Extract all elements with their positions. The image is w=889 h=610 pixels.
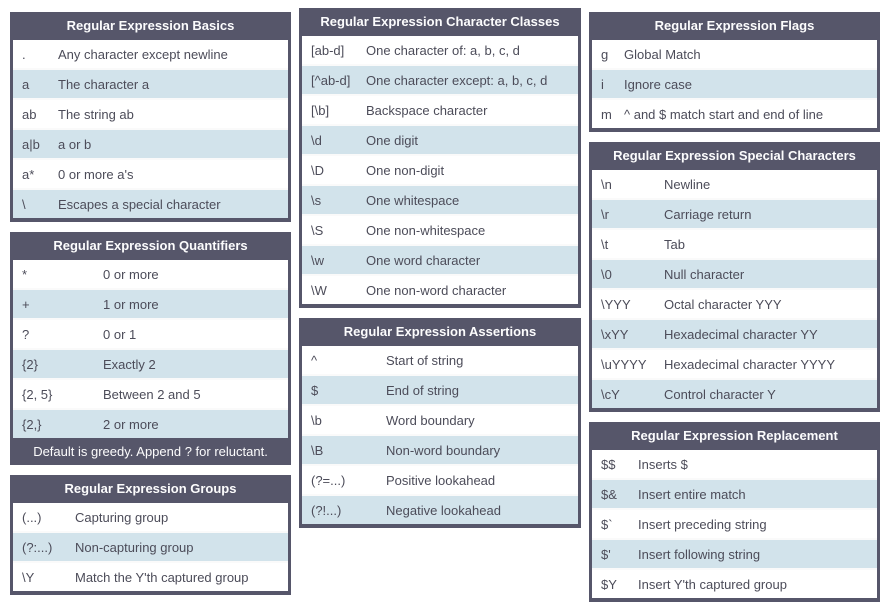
regex-symbol: a* [22,166,35,182]
table-row [13,40,288,68]
table-character-classes [299,8,581,308]
regex-description: Null character [664,266,745,282]
regex-symbol: \b [311,412,322,428]
table-special-characters [589,142,880,412]
regex-symbol: \s [311,192,322,208]
regex-symbol: ab [22,106,37,122]
table-row [592,318,877,348]
table-row [592,288,877,318]
regex-description: Insert Y'th captured group [638,576,787,592]
regex-symbol: {2} [22,356,38,372]
table-character-classes-rows [302,36,578,304]
regex-description: End of string [386,382,459,398]
table-row [13,128,288,158]
regex-description: 0 or more a's [58,166,134,182]
table-row [592,568,877,598]
column-right [589,8,880,602]
table-row [302,244,578,274]
table-row [592,98,877,128]
regex-symbol: \YYY [601,296,631,312]
regex-symbol: (?=...) [311,472,346,488]
regex-description: Carriage return [664,206,752,222]
table-basics [10,12,291,222]
table-groups [10,475,291,595]
table-row [592,198,877,228]
regex-symbol: a|b [22,136,40,152]
regex-symbol: \0 [601,266,612,282]
regex-symbol: m [601,106,612,122]
regex-description: One digit [366,132,419,148]
table-row [302,184,578,214]
regex-symbol: $Y [601,576,617,592]
table-row [13,158,288,188]
table-row [13,348,288,378]
regex-description: Insert preceding string [638,516,767,532]
regex-symbol: \cY [601,386,620,402]
table-row [592,378,877,408]
regex-symbol: [\b] [311,102,330,118]
table-row [302,274,578,304]
regex-symbol: ? [22,326,30,342]
table-basics-rows [13,40,288,218]
table-row [13,68,288,98]
table-row [302,464,578,494]
regex-description: 1 or more [103,296,159,312]
table-replacement-rows [592,450,877,598]
table-special-characters-title: Regular Expression Special Characters [613,148,856,163]
regex-symbol: $& [601,486,617,502]
regex-description: ^ and $ match start and end of line [624,106,824,122]
table-quantifiers-title: Regular Expression Quantifiers [53,238,248,253]
regex-symbol: * [22,266,28,282]
table-assertions-rows [302,346,578,524]
regex-symbol: + [22,296,30,312]
regex-description: Ignore case [624,76,692,92]
table-row [592,258,877,288]
table-row [302,214,578,244]
regex-description: Any character except newline [58,46,228,62]
table-row [592,348,877,378]
regex-description: Inserts $ [638,456,688,472]
table-row [592,170,877,198]
table-row [302,494,578,524]
table-row [13,188,288,218]
regex-description: Control character Y [664,386,776,402]
regex-symbol: \uYYYY [601,356,647,372]
table-row [302,374,578,404]
table-row [13,531,288,561]
regex-description: Insert following string [638,546,761,562]
regex-symbol: \t [601,236,609,252]
table-replacement [589,422,880,602]
regex-description: Hexadecimal character YYYY [664,356,836,372]
table-quantifiers-rows [13,260,288,438]
table-row [592,538,877,568]
regex-description: Insert entire match [638,486,746,502]
regex-symbol: \r [601,206,609,222]
regex-symbol: \w [311,252,324,268]
table-basics-title: Regular Expression Basics [66,18,235,33]
table-row [302,346,578,374]
regex-symbol: \W [311,282,327,298]
regex-description: 0 or more [103,266,159,282]
regex-description: 0 or 1 [103,326,137,342]
table-row [302,64,578,94]
regex-symbol: . [22,46,26,62]
regex-description: The character a [58,76,150,92]
regex-symbol: (?:...) [22,539,53,555]
quantifiers-footer-note: Default is greedy. Append ? for reluctant. [33,444,268,459]
regex-symbol: $' [601,546,611,562]
table-row [302,434,578,464]
regex-symbol: g [601,46,609,62]
table-assertions-title: Regular Expression Assertions [343,324,537,339]
regex-symbol: $$ [601,456,616,472]
regex-symbol: \xYY [601,326,629,342]
regex-symbol: ^ [311,352,318,368]
table-replacement-title: Regular Expression Replacement [631,428,838,443]
table-row [13,98,288,128]
table-row [13,503,288,531]
column-middle [299,8,581,528]
table-assertions [299,318,581,528]
table-row [13,378,288,408]
regex-symbol: i [601,76,604,92]
regex-description: One word character [366,252,481,268]
regex-description: Exactly 2 [103,356,156,372]
table-row [592,478,877,508]
regex-symbol: \D [311,162,324,178]
regex-description: One non-digit [366,162,445,178]
table-row [13,288,288,318]
table-row [302,154,578,184]
regex-symbol: (...) [22,509,42,525]
table-row [13,318,288,348]
regex-symbol: {2,} [22,416,42,432]
regex-description: Between 2 and 5 [103,386,201,402]
regex-description: Tab [664,236,685,252]
table-row [13,260,288,288]
regex-symbol: {2, 5} [22,386,53,402]
regex-description: Escapes a special character [58,196,221,212]
regex-description: Negative lookahead [386,502,501,518]
regex-symbol: \S [311,222,324,238]
regex-symbol: \B [311,442,324,458]
regex-symbol: [^ab-d] [311,72,351,88]
regex-description: Octal character YYY [664,296,782,312]
table-character-classes-title: Regular Expression Character Classes [320,14,560,29]
regex-symbol: \d [311,132,322,148]
table-flags-rows [592,40,877,128]
table-row [592,508,877,538]
table-row [302,36,578,64]
regex-symbol: \ [22,196,26,212]
regex-symbol: a [22,76,30,92]
regex-symbol: \Y [22,569,35,585]
regex-symbol: $ [311,382,319,398]
table-flags [589,12,880,132]
table-row [592,228,877,258]
table-groups-title: Regular Expression Groups [64,481,237,496]
regex-symbol: [ab-d] [311,42,345,58]
regex-description: One character except: a, b, c, d [366,72,548,88]
table-row [592,40,877,68]
regex-description: One whitespace [366,192,460,208]
table-flags-title: Regular Expression Flags [654,18,815,33]
regex-description: Backspace character [366,102,488,118]
table-row [302,124,578,154]
table-groups-rows [13,503,288,591]
table-row [13,561,288,591]
table-row [302,404,578,434]
regex-description: 2 or more [103,416,159,432]
regex-description: The string ab [58,106,134,122]
table-row [13,408,288,438]
regex-symbol: (?!...) [311,502,342,518]
table-special-characters-rows [592,170,877,408]
regex-description: Start of string [386,352,464,368]
regex-symbol: $` [601,516,613,532]
regex-description: Positive lookahead [386,472,496,488]
regex-description: One non-word character [366,282,507,298]
regex-description: a or b [58,136,92,152]
regex-description: Word boundary [386,412,475,428]
regex-description: One character of: a, b, c, d [366,42,520,58]
table-quantifiers [10,232,291,465]
regex-description: Non-capturing group [75,539,194,555]
regex-description: Newline [664,176,711,192]
regex-description: Non-word boundary [386,442,501,458]
table-row [592,450,877,478]
regex-description: One non-whitespace [366,222,486,238]
regex-description: Hexadecimal character YY [664,326,818,342]
regex-description: Match the Y'th captured group [75,569,249,585]
regex-description: Capturing group [75,509,169,525]
table-row [302,94,578,124]
regex-symbol: \n [601,176,612,192]
column-left [10,8,291,595]
table-row [592,68,877,98]
regex-description: Global Match [624,46,701,62]
